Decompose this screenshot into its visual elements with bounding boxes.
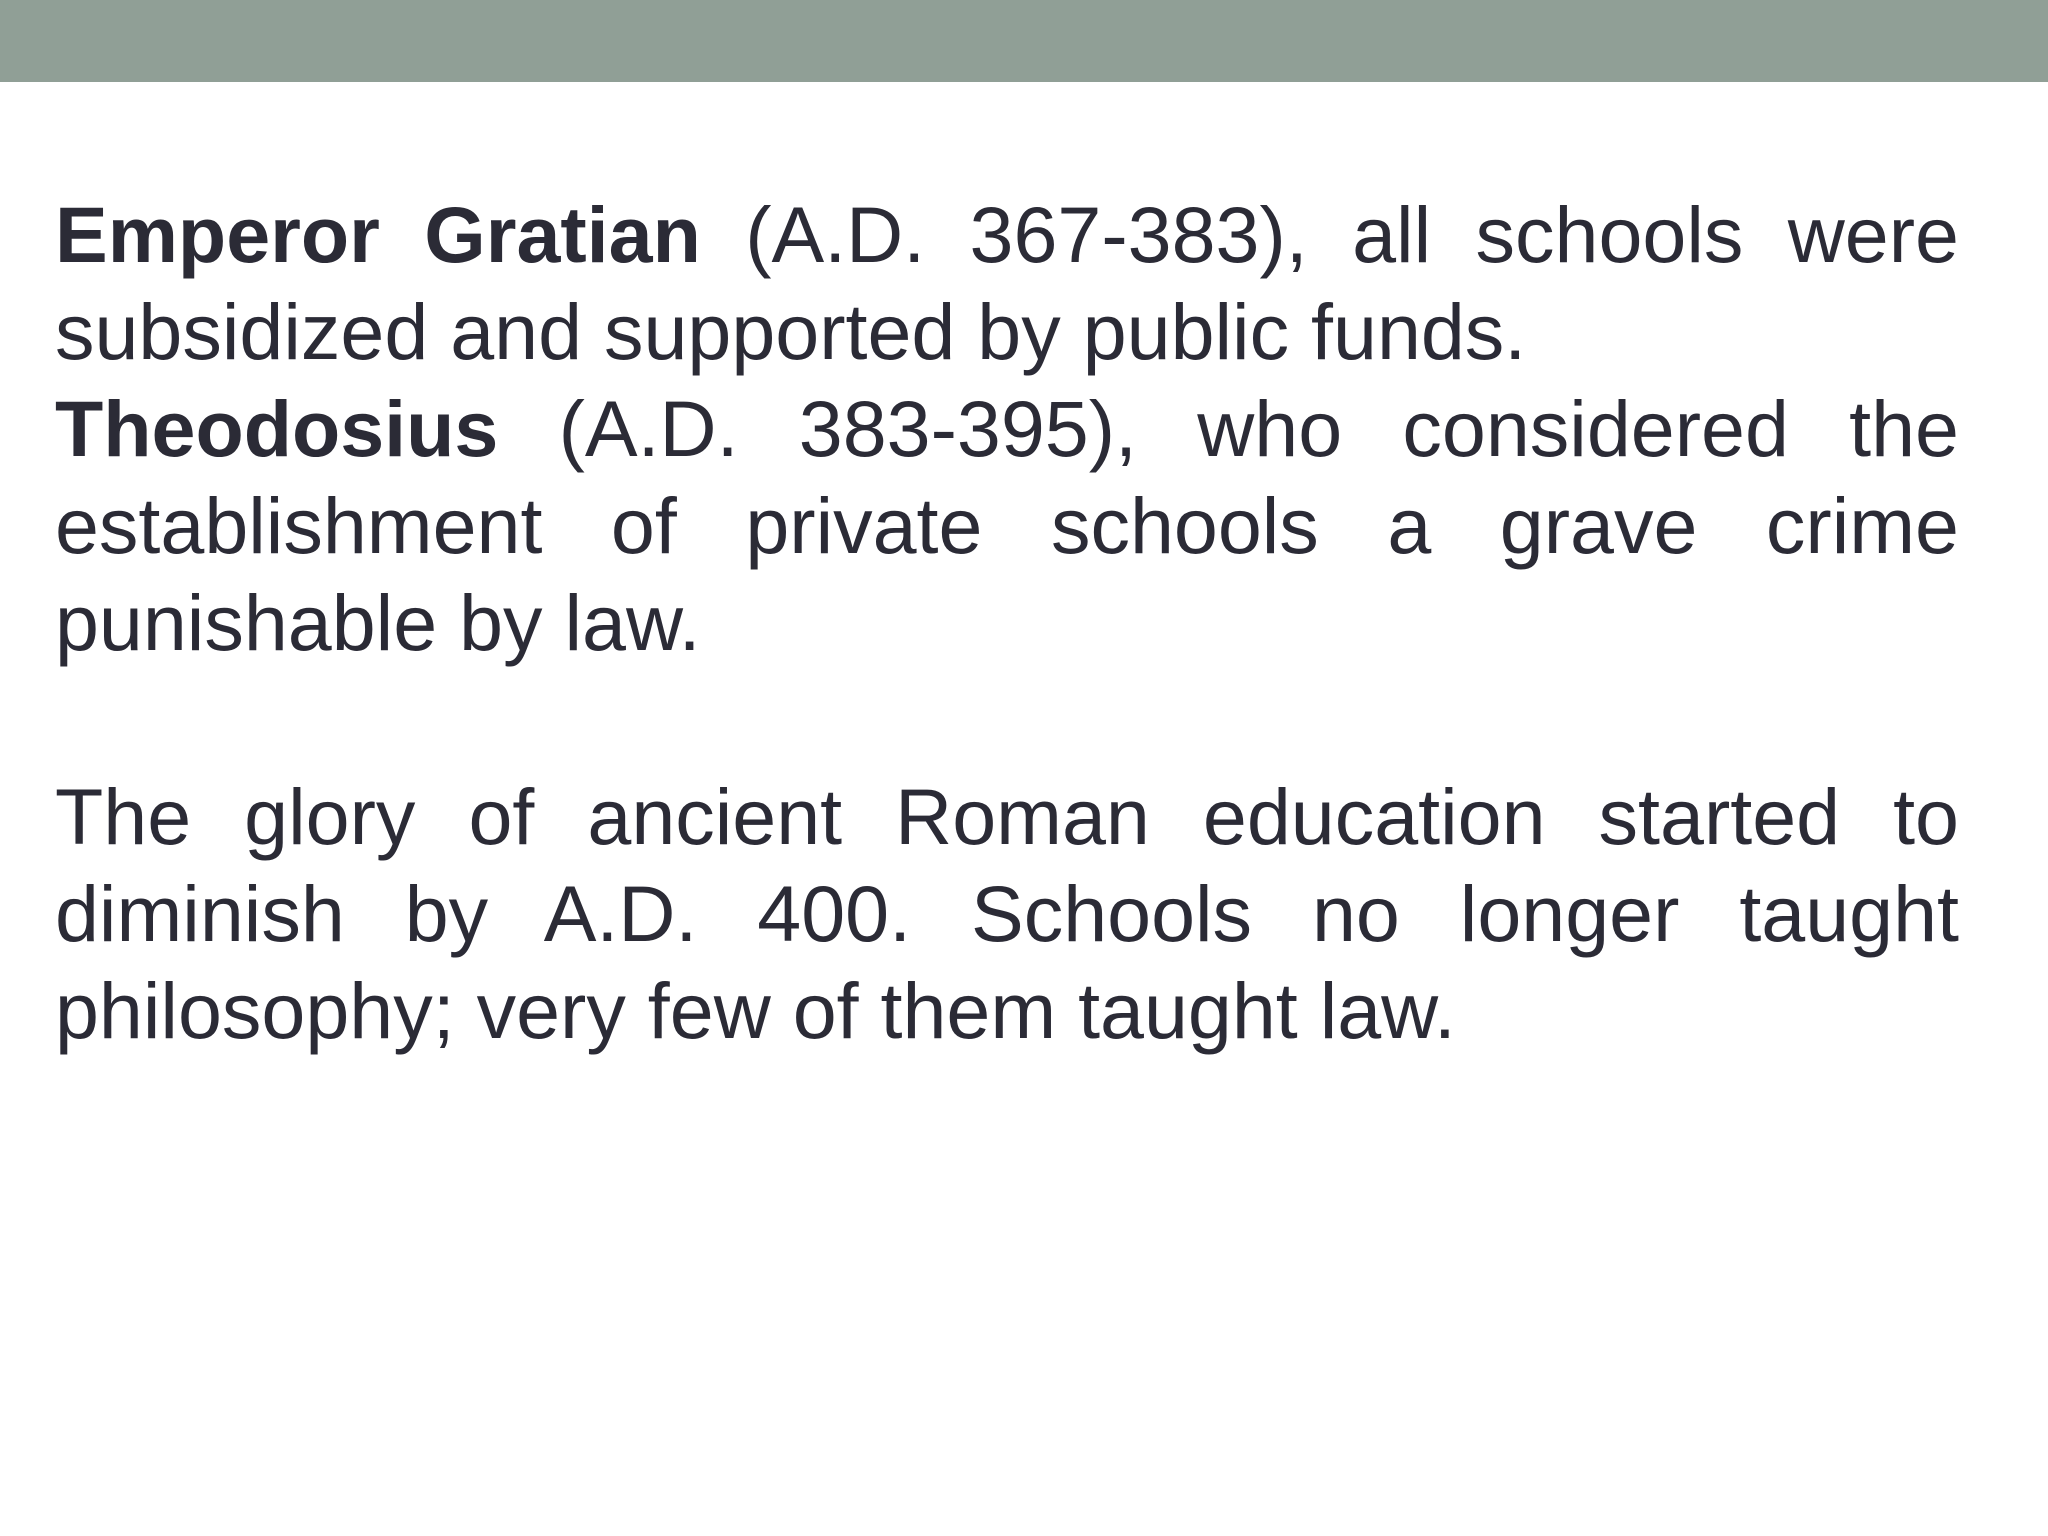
paragraph-decline bbox=[55, 768, 1959, 1059]
paragraph-theodosius bbox=[55, 380, 1959, 671]
theodosius-name: Theodosius bbox=[55, 384, 499, 473]
paragraph-gratian bbox=[55, 186, 1959, 380]
paragraph-gratian-text: (A.D. 367-383), all schools were subsidized and supported by public funds. bbox=[55, 190, 1959, 376]
paragraph-theodosius-text: (A.D. 383-395), who considered the establishment of private schools a grave crime punishable by law. bbox=[55, 384, 1959, 667]
slide-body bbox=[55, 186, 1959, 1059]
paragraph-decline-text: The glory of ancient Roman education started to diminish by A.D. 400. Schools no longer taught philosophy; very few of them taught law. bbox=[55, 772, 1959, 1055]
header-bar bbox=[0, 0, 2048, 82]
emperor-gratian-name: Emperor Gratian bbox=[55, 190, 701, 279]
paragraph-spacer bbox=[55, 671, 1959, 768]
